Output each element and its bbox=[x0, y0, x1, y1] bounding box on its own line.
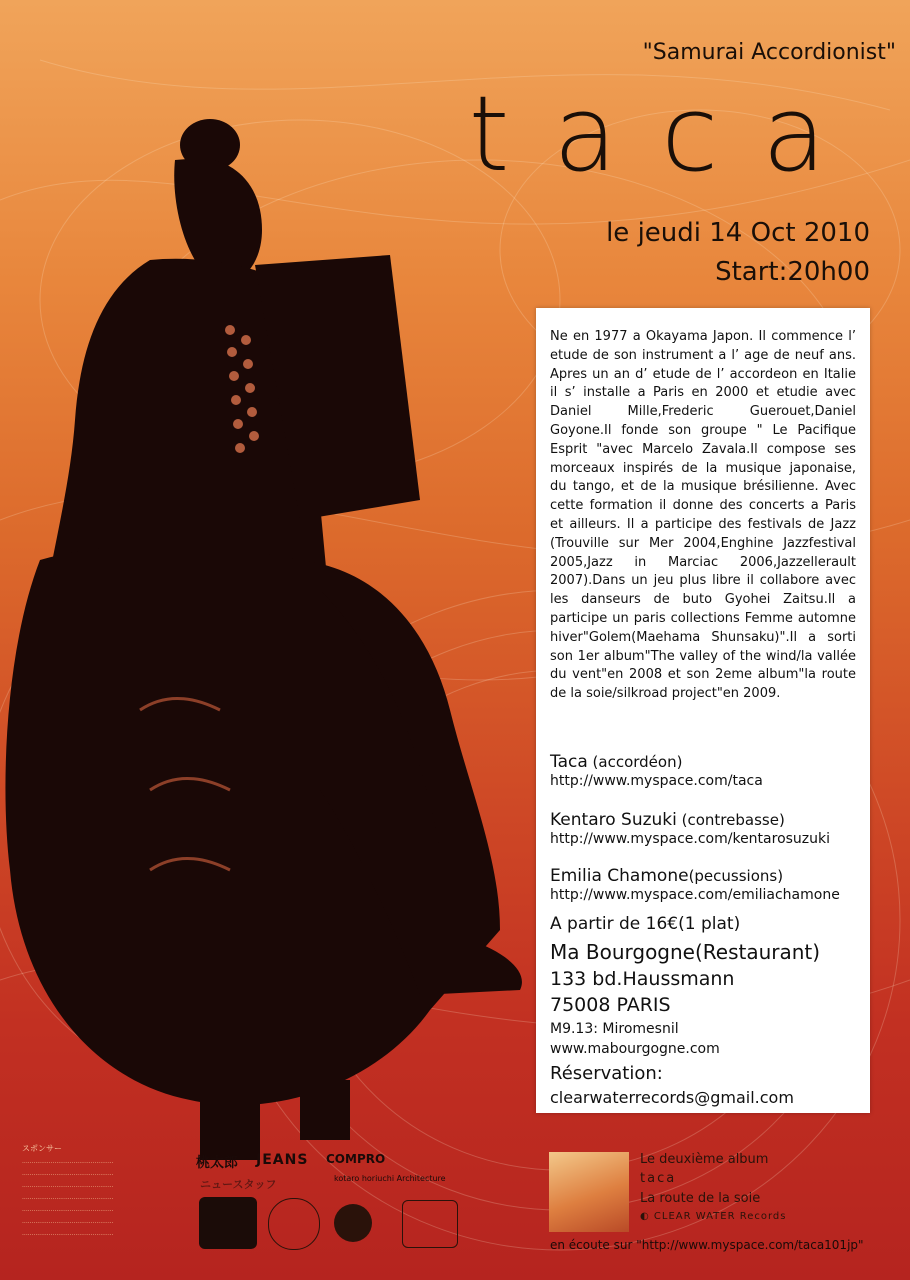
musician-taca bbox=[550, 752, 860, 789]
musician-emilia-chamone bbox=[550, 866, 860, 903]
event-date: le jeudi 14 Oct 2010 bbox=[606, 218, 870, 248]
record-label bbox=[640, 1211, 786, 1222]
reservation-email-link[interactable]: clearwaterrecords@gmail.com bbox=[550, 1088, 794, 1107]
sponsor-text-line: ················································ bbox=[22, 1172, 114, 1179]
album-title: La route de la soie bbox=[640, 1191, 761, 1206]
album-heading: Le deuxième album bbox=[640, 1152, 769, 1167]
musician-kentaro-suzuki bbox=[550, 810, 860, 847]
musician-link[interactable]: http://www.myspace.com/emiliachamone bbox=[550, 887, 840, 903]
album-cover-image bbox=[549, 1152, 629, 1232]
sponsors-heading: スポンサー bbox=[22, 1144, 62, 1153]
info-panel bbox=[536, 308, 870, 1113]
venue-website-link[interactable]: www.mabourgogne.com bbox=[550, 1041, 720, 1057]
sponsor-logo-cafe bbox=[268, 1198, 320, 1250]
musician-name: Taca bbox=[550, 752, 588, 772]
clear-water-logo-icon: ◐ bbox=[640, 1211, 654, 1222]
musician-link[interactable]: http://www.myspace.com/kentarosuzuki bbox=[550, 831, 831, 847]
musician-role: (pecussions) bbox=[688, 867, 784, 885]
musician-name: Emilia Chamone bbox=[550, 866, 689, 886]
sponsor-text-line: ················································ bbox=[22, 1196, 114, 1203]
sponsor-text-line: ················································ bbox=[22, 1184, 114, 1191]
sponsor-text-line: ················································ bbox=[22, 1160, 114, 1167]
sponsor-logo-jeans: JEANS bbox=[256, 1152, 309, 1168]
sponsor-text-line: ················································ bbox=[22, 1232, 114, 1239]
metro-station: M9.13: Miromesnil bbox=[550, 1021, 679, 1037]
accordionist-silhouette bbox=[0, 90, 560, 1200]
record-label-name: CLEAR WATER Records bbox=[653, 1211, 787, 1222]
album-listen-link[interactable]: en écoute sur "http://www.myspace.com/taca101jp" bbox=[550, 1238, 864, 1252]
ticket-price: A partir de 16€(1 plat) bbox=[550, 914, 741, 934]
musician-role: (contrebasse) bbox=[676, 811, 785, 829]
venue-address-street: 133 bd.Haussmann bbox=[550, 968, 735, 990]
artist-name: taca bbox=[468, 73, 870, 195]
sponsor-logo-yb bbox=[402, 1200, 458, 1248]
sponsor-text-line: ················································ bbox=[22, 1220, 114, 1227]
venue-address-city: 75008 PARIS bbox=[550, 994, 671, 1016]
reservation-label: Réservation: bbox=[550, 1063, 663, 1084]
event-start-time: Start:20h00 bbox=[715, 257, 870, 287]
sponsor-text-line: ················································ bbox=[22, 1208, 114, 1215]
musician-role: (accordéon) bbox=[587, 753, 683, 771]
sponsor-logo-wadu bbox=[199, 1197, 257, 1249]
sponsor-logo-news-staff: ニュースタッフ bbox=[200, 1178, 277, 1191]
event-subtitle: "Samurai Accordionist" bbox=[642, 40, 896, 65]
sponsor-logo-round bbox=[334, 1204, 372, 1242]
musician-link[interactable]: http://www.myspace.com/taca bbox=[550, 773, 763, 789]
biography-text: Ne en 1977 a Okayama Japon. Il commence l’ etude de son instrument a l’ age de neuf ans. Apres un an d’ etude de l’ accordeon en Italie il s’ installe a Paris en 2000 et etudie avec Daniel Mille,Frederic Guerouet,Daniel Goyone.Il fonde son groupe " Le Pacifique Esprit "avec Marcelo Zavala.Il compose ses morceaux inspirés de la musique japonaise, du tango, et de la musique brésilienne. Avec cette formation il donne des concerts a Paris et ailleurs. Il a participe des festivals de Jazz (Trouville sur Mer 2004,Enghine Jazzfestival 2005,Jazz in Marciac 2006,Jazzellerault 2007).Dans un jeu plus libre il collabore avec les danseurs de buto Gyohei Zaitsu.Il a participe un paris collections Femme automne hiver"Golem(Maehama Shunsaku)".Il a sorti son 1er album"The valley of the wind/la vallée du vent"en 2008 et son 2eme album"la route de la soie/silkroad project"en 2009. bbox=[550, 329, 856, 702]
venue-name: Ma Bourgogne(Restaurant) bbox=[550, 940, 821, 964]
sponsor-logo-compro: COMPRO bbox=[326, 1152, 386, 1166]
album-artist: taca bbox=[640, 1171, 677, 1186]
musician-name: Kentaro Suzuki bbox=[550, 810, 677, 830]
sponsor-logo-architecture: kotaro horiuchi Architecture bbox=[334, 1174, 446, 1183]
sponsor-logo-momotaro: 桃太郎 bbox=[196, 1155, 238, 1171]
